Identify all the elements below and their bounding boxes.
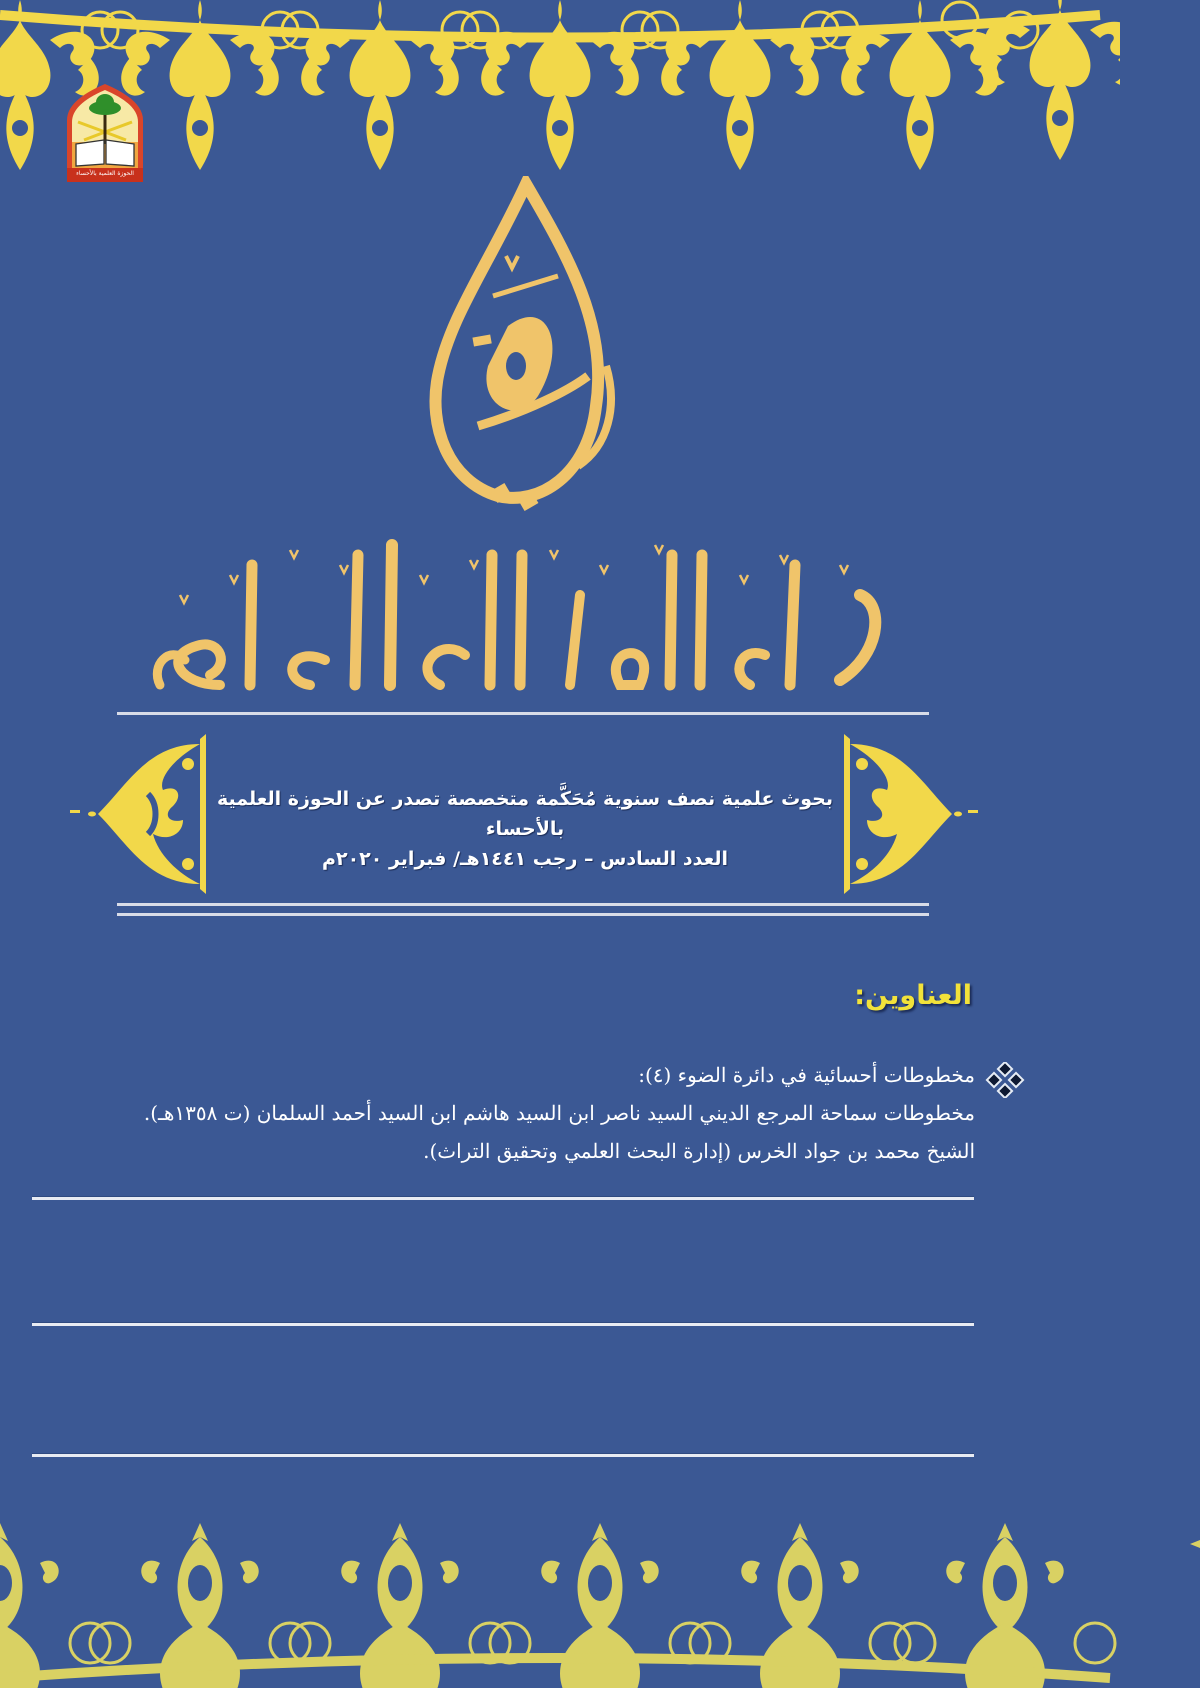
logo-caption: الحوزة العلمية بالأحساء bbox=[76, 170, 134, 177]
left-dash bbox=[70, 810, 80, 813]
four-diamonds-icon bbox=[985, 1062, 1025, 1098]
contents-heading: العناوين: bbox=[854, 980, 972, 1011]
journal-title bbox=[140, 535, 900, 705]
right-arabesque-ornament bbox=[842, 724, 962, 904]
left-arabesque-ornament bbox=[88, 724, 208, 904]
entry-rule-2 bbox=[32, 1322, 974, 1326]
entry-rule-3 bbox=[32, 1453, 974, 1457]
hawza-logo bbox=[64, 82, 146, 184]
entry-rule-1 bbox=[32, 1196, 974, 1200]
contents-entry bbox=[30, 1056, 975, 1170]
title-calligraphy-icon bbox=[140, 535, 900, 705]
divider-bottom-2 bbox=[117, 913, 929, 916]
entry-subtitle: مخطوطات سماحة المرجع الديني السيد ناصر ابن السيد هاشم ابن السيد أحمد السلمان (ت ١٣٥٨هـ). bbox=[143, 1101, 975, 1125]
divider-top bbox=[117, 712, 929, 715]
riyada-emblem bbox=[418, 176, 648, 516]
right-dash bbox=[968, 810, 978, 813]
journal-subtitle bbox=[205, 784, 845, 874]
subtitle-description: بحوث علمية نصف سنوية مُحَكَّمة متخصصة تصدر عن الحوزة العلمية بالأحساء bbox=[217, 788, 833, 840]
divider-bottom-1 bbox=[117, 903, 929, 906]
subtitle-issue: العدد السادس – رجب ١٤٤١هـ/ فبراير ٢٠٢٠م bbox=[322, 848, 728, 870]
logo-emblem-icon bbox=[64, 82, 146, 184]
edge-ornament-fragment bbox=[1190, 1540, 1200, 1548]
entry-author: الشيخ محمد بن جواد الخرس (إدارة البحث العلمي وتحقيق التراث). bbox=[423, 1139, 975, 1163]
entry-title: مخطوطات أحسائية في دائرة الضوء (٤): bbox=[638, 1063, 975, 1087]
top-ornamental-border bbox=[0, 0, 1120, 180]
bottom-ornamental-border bbox=[0, 1508, 1120, 1688]
